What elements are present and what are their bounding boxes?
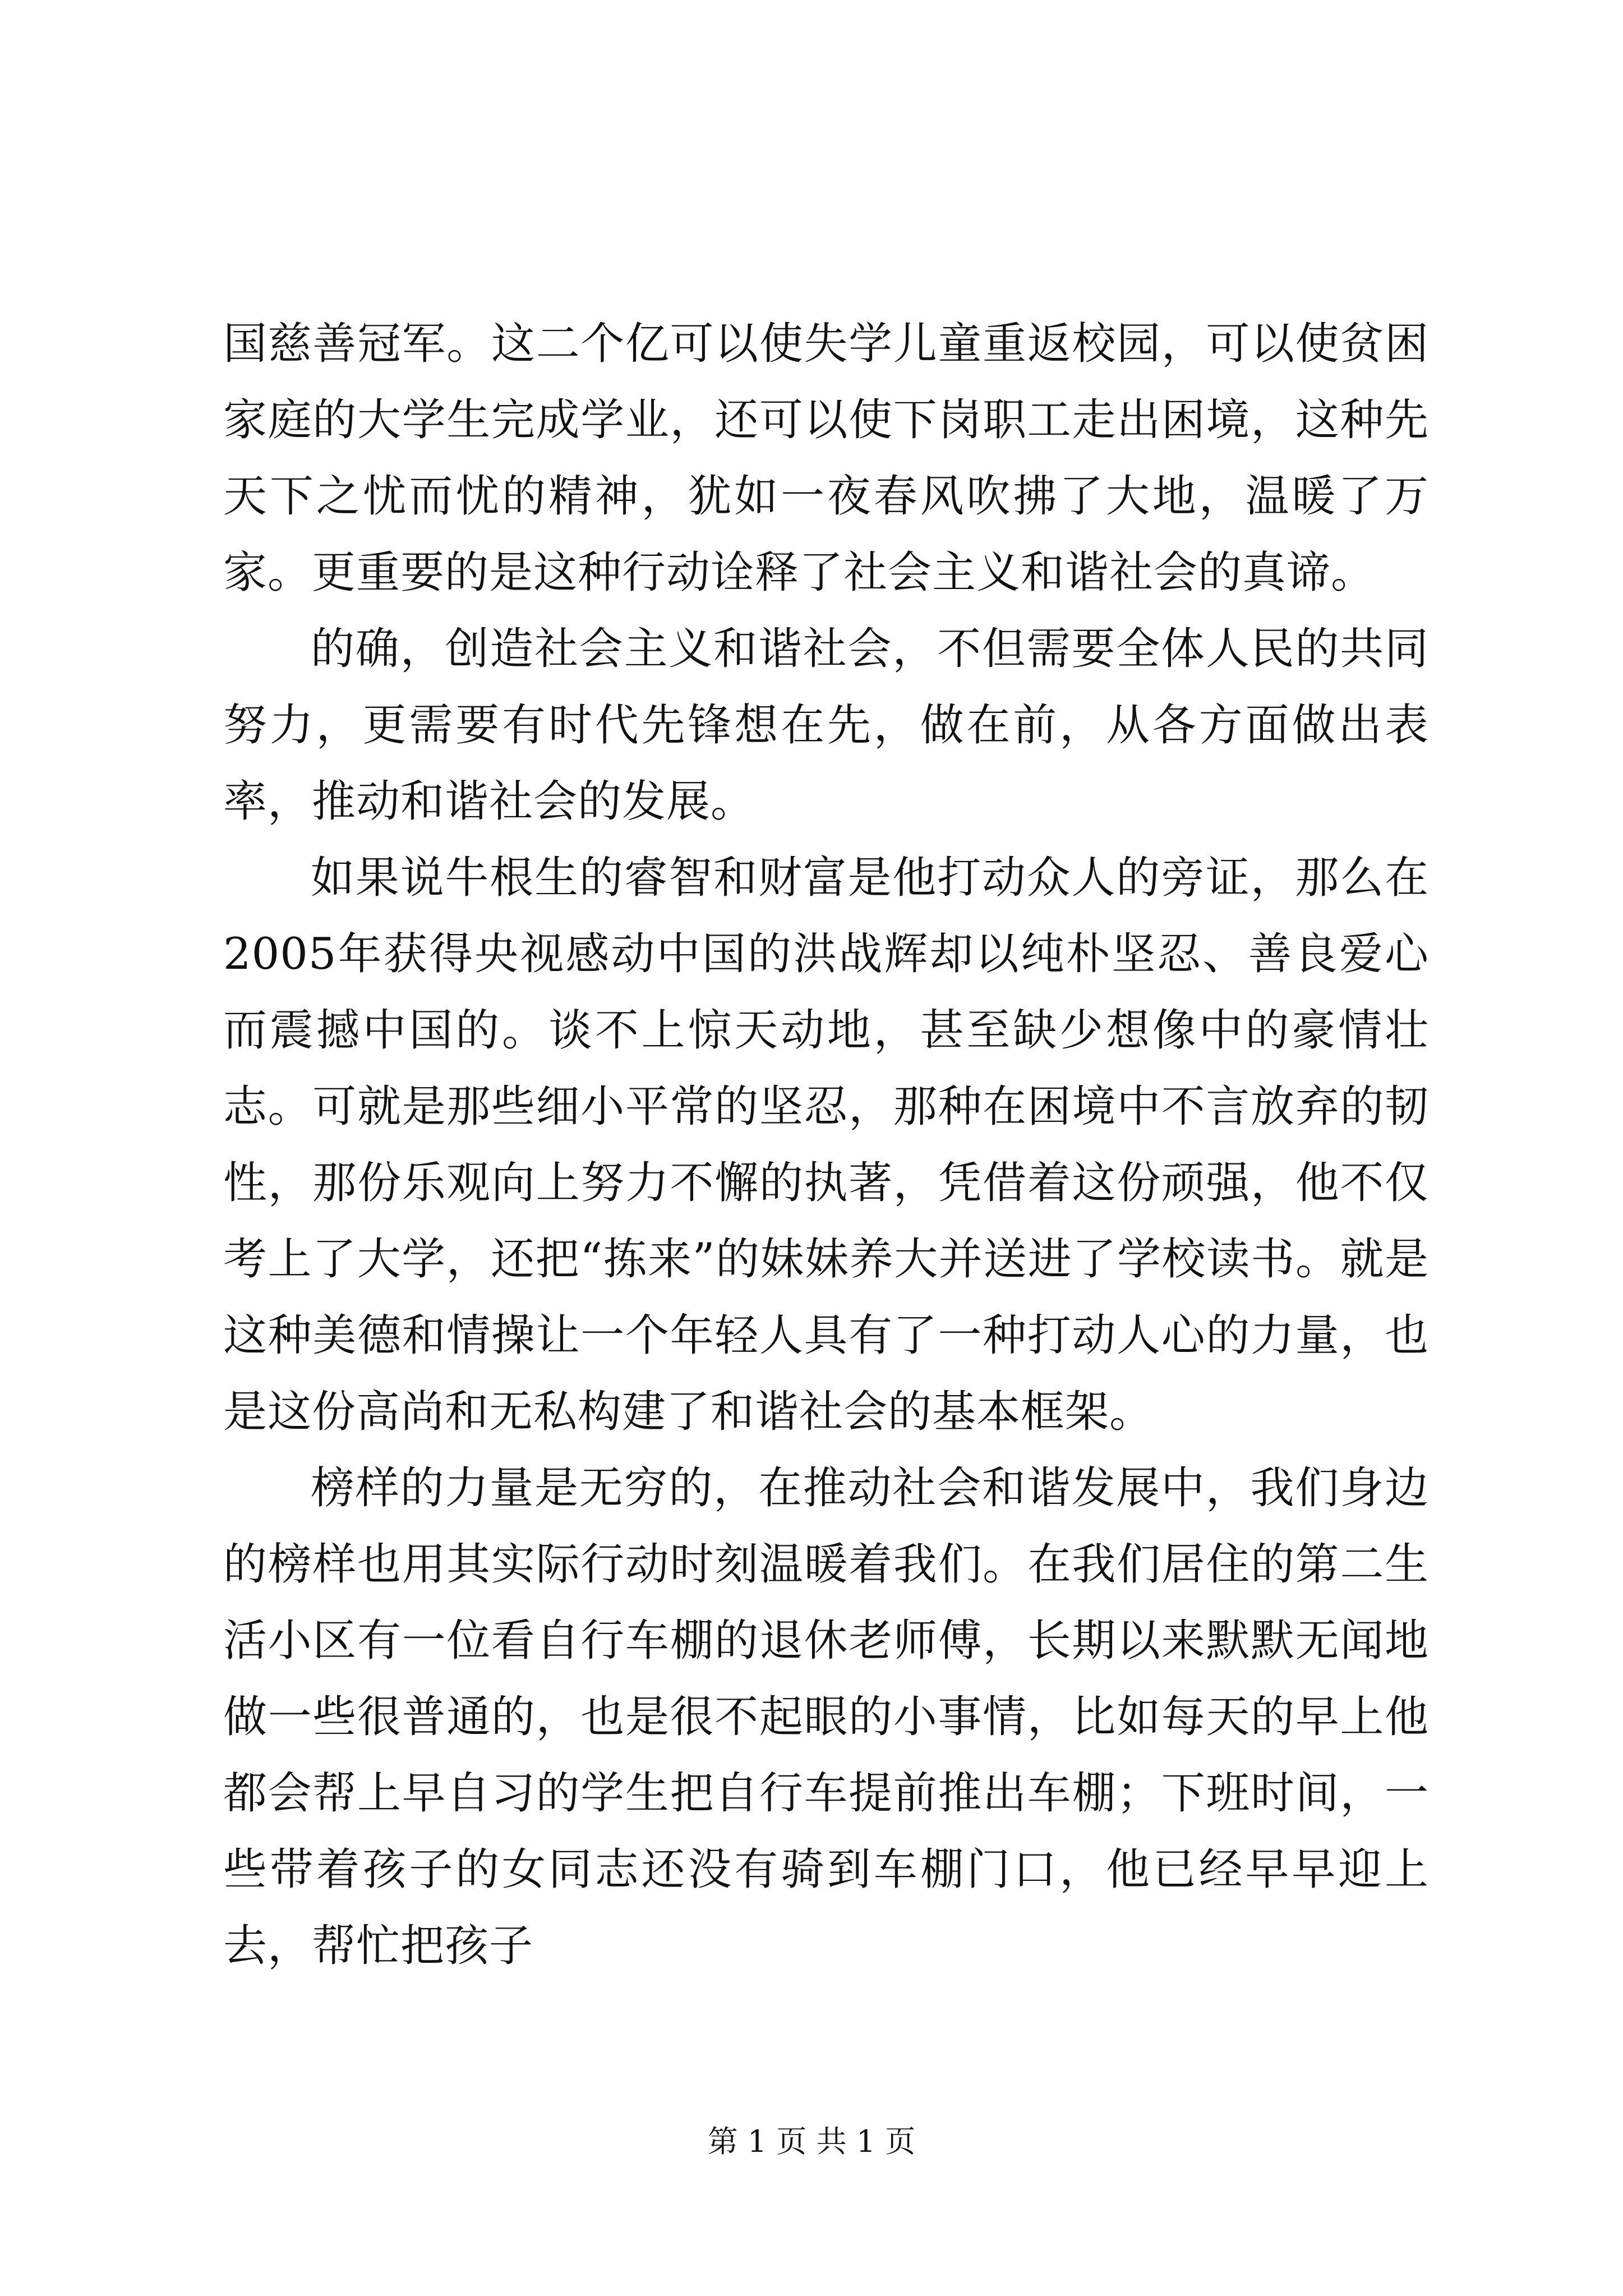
document-body — [223, 306, 1429, 1984]
paragraph-4: 榜样的力量是无穷的，在推动社会和谐发展中，我们身边的榜样也用其实际行动时刻温暖着我们。在我们居住的第二生活小区有一位看自行车棚的退休老师傅，长期以来默默无闻地做一些很普通的，也是很不起眼的小事情，比如每天的早上他都会帮上早自习的学生把自行车提前推出车棚；下班时间，一些带着孩子的女同志还没有骑到车棚门口，他已经早早迎上去，帮忙把孩子 — [223, 1463, 1429, 1971]
paragraph-3: 如果说牛根生的睿智和财富是他打动众人的旁证，那么在2005年获得央视感动中国的洪战辉却以纯朴坚忍、善良爱心而震撼中国的。谈不上惊天动地，甚至缺少想像中的豪情壮志。可就是那些细小平常的坚忍，那种在困境中不言放弃的韧性，那份乐观向上努力不懈的执著，凭借着这份顽强，他不仅考上了大学，还把“拣来”的妹妹养大并送进了学校读书。就是这种美德和情操让一个年轻人具有了一种打动人心的力量，也是这份高尚和无私构建了和谐社会的基本框架。 — [223, 853, 1429, 1437]
page-footer: 第 1 页 共 1 页 — [707, 2124, 916, 2159]
paragraph-2: 的确，创造社会主义和谐社会，不但需要全体人民的共同努力，更需要有时代先锋想在先，做在前，从各方面做出表率，推动和谐社会的发展。 — [223, 624, 1429, 827]
paragraph-1: 国慈善冠军。这二个亿可以使失学儿童重返校园，可以使贫困家庭的大学生完成学业，还可以使下岗职工走出困境，这种先天下之忧而忧的精神，犹如一夜春风吹拂了大地，温暖了万家。更重要的是这种行动诠释了社会主义和谐社会的真谛。 — [223, 319, 1429, 598]
